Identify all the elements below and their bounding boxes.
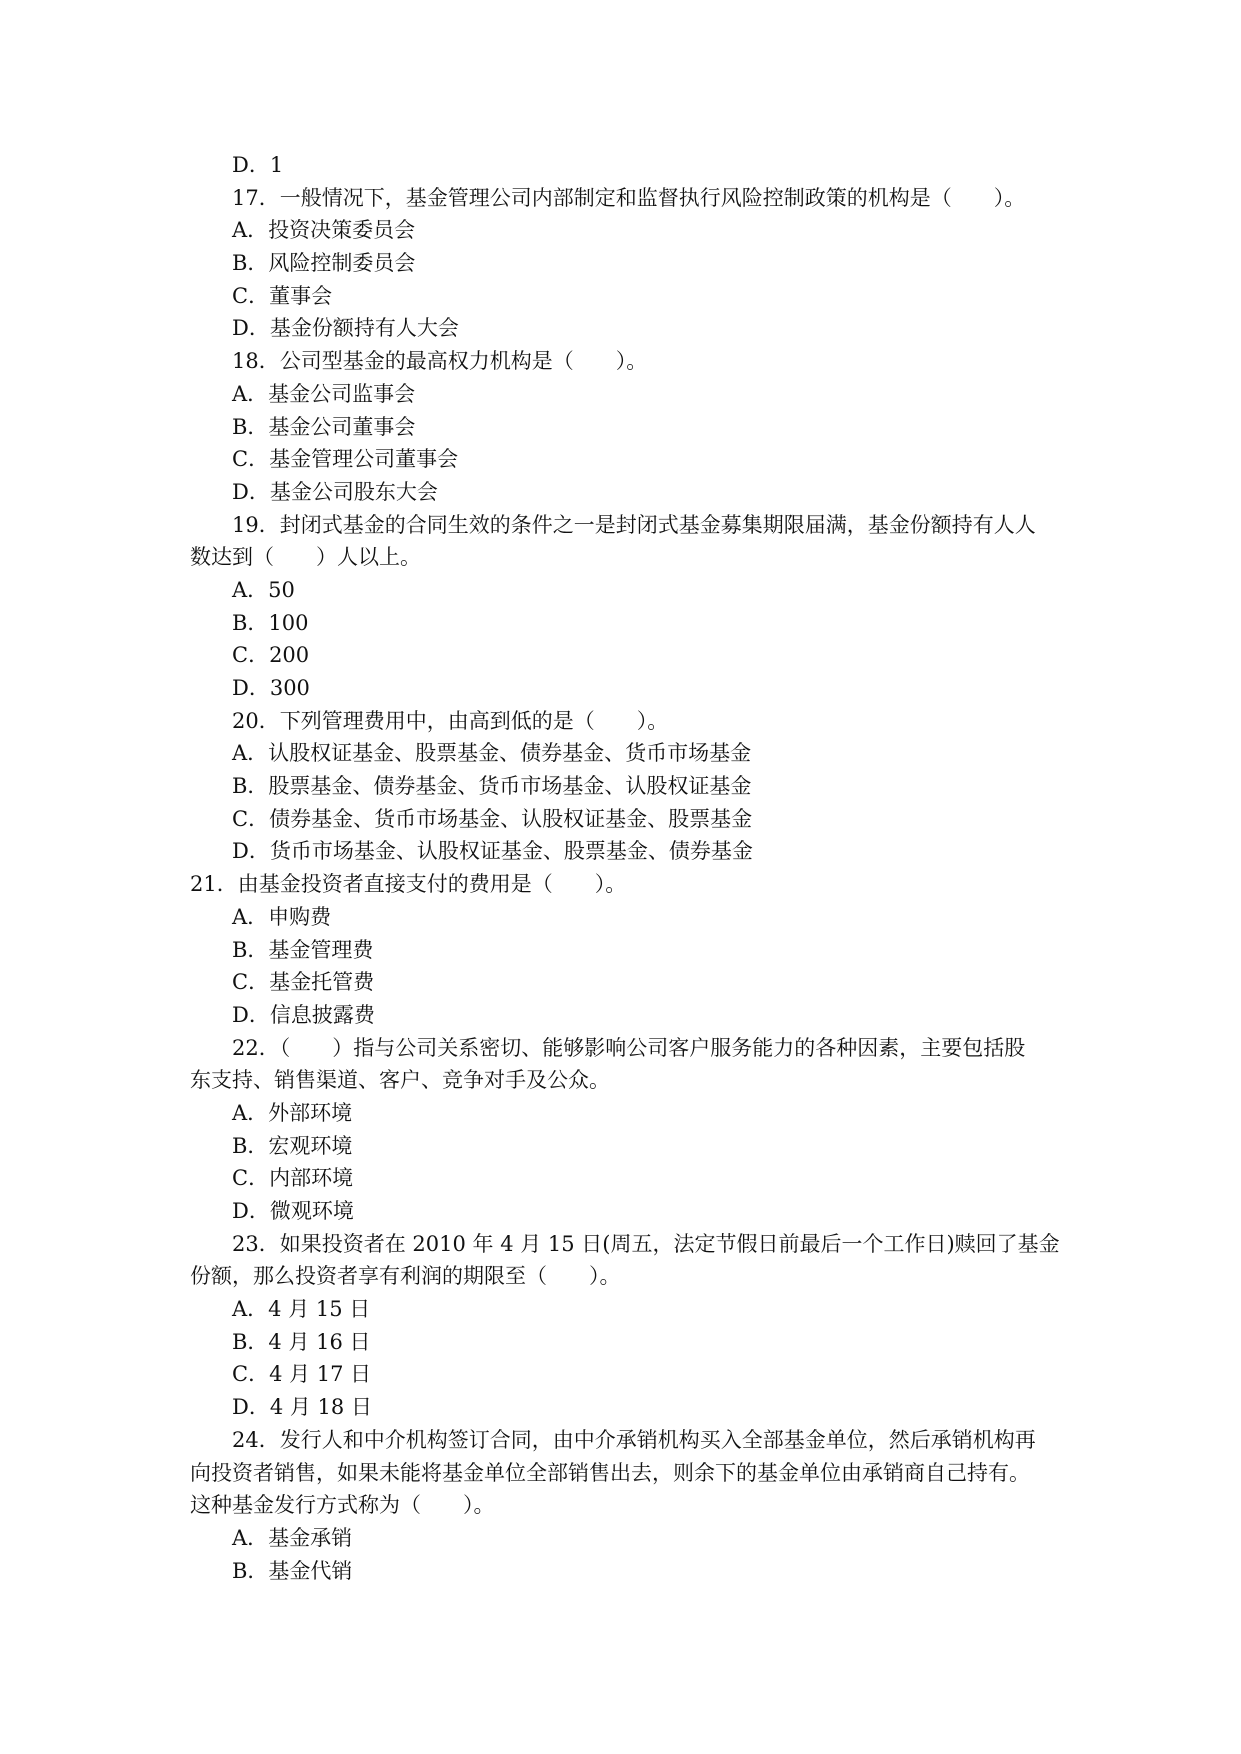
answer-option: D．货币市场基金、认股权证基金、股票基金、债券基金 — [232, 839, 753, 864]
answer-option: B．4 月 16 日 — [232, 1329, 371, 1354]
answer-option: B．股票基金、债券基金、货币市场基金、认股权证基金 — [232, 774, 752, 799]
answer-option: B．基金代销 — [232, 1558, 353, 1583]
answer-option: C．4 月 17 日 — [232, 1362, 372, 1387]
answer-option: A．4 月 15 日 — [232, 1297, 371, 1322]
answer-option: C．200 — [232, 643, 310, 668]
answer-option: B．基金管理费 — [232, 937, 374, 962]
question-text: 19．封闭式基金的合同生效的条件之一是封闭式基金募集期限届满，基金份额持有人人 — [232, 512, 1036, 537]
document-page — [0, 149, 1241, 1587]
answer-option: A．基金承销 — [232, 1525, 353, 1550]
answer-option: A．申购费 — [232, 904, 332, 929]
answer-option: C．债券基金、货币市场基金、认股权证基金、股票基金 — [232, 806, 753, 831]
question-text: 20．下列管理费用中，由高到低的是（ ）。 — [232, 708, 669, 733]
question-text: 22．（ ）指与公司关系密切、能够影响公司客户服务能力的各种因素，主要包括股 — [232, 1035, 1026, 1060]
question-text: 23．如果投资者在 2010 年 4 月 15 日(周五，法定节假日前最后一个工作日)赎回了基金 — [232, 1231, 1060, 1256]
answer-option: A．50 — [232, 577, 295, 602]
question-text-continued: 向投资者销售，如果未能将基金单位全部销售出去，则余下的基金单位由承销商自己持有。 — [190, 1460, 1030, 1485]
question-text: 21．由基金投资者直接支付的费用是（ ）。 — [190, 872, 627, 897]
answer-option: D．1 — [232, 153, 284, 177]
answer-option: D．4 月 18 日 — [232, 1395, 372, 1420]
answer-option: B．基金公司董事会 — [232, 414, 416, 439]
answer-option: C．基金托管费 — [232, 970, 375, 995]
answer-option: D．基金公司股东大会 — [232, 479, 438, 504]
answer-option: C．董事会 — [232, 283, 333, 308]
answer-option: A．基金公司监事会 — [232, 381, 416, 406]
answer-option: A．投资决策委员会 — [232, 218, 416, 243]
question-text-continued: 数达到（ ）人以上。 — [190, 545, 421, 570]
answer-option: B．100 — [232, 610, 309, 635]
answer-option: D．信息披露费 — [232, 1002, 375, 1027]
question-text-continued: 这种基金发行方式称为（ ）。 — [190, 1493, 495, 1518]
answer-option: C．内部环境 — [232, 1166, 354, 1191]
question-text: 17．一般情况下，基金管理公司内部制定和监督执行风险控制政策的机构是（ ）。 — [232, 185, 1026, 210]
answer-option: B．宏观环境 — [232, 1133, 353, 1158]
answer-option: D．微观环境 — [232, 1199, 354, 1223]
answer-option: D．300 — [232, 676, 310, 700]
question-text: 24．发行人和中介机构签订合同，由中介承销机构买入全部基金单位，然后承销机构再 — [232, 1427, 1036, 1452]
question-text: 18．公司型基金的最高权力机构是（ ）。 — [232, 349, 648, 374]
answer-option: A．认股权证基金、股票基金、债券基金、货币市场基金 — [232, 741, 752, 766]
answer-option: B．风险控制委员会 — [232, 251, 416, 276]
answer-option: D．基金份额持有人大会 — [232, 316, 459, 341]
answer-option: A．外部环境 — [232, 1100, 353, 1125]
question-text-continued: 份额，那么投资者享有利润的期限至（ ）。 — [190, 1264, 621, 1289]
answer-option: C．基金管理公司董事会 — [232, 447, 459, 472]
question-text-continued: 东支持、销售渠道、客户、竞争对手及公众。 — [190, 1068, 610, 1093]
